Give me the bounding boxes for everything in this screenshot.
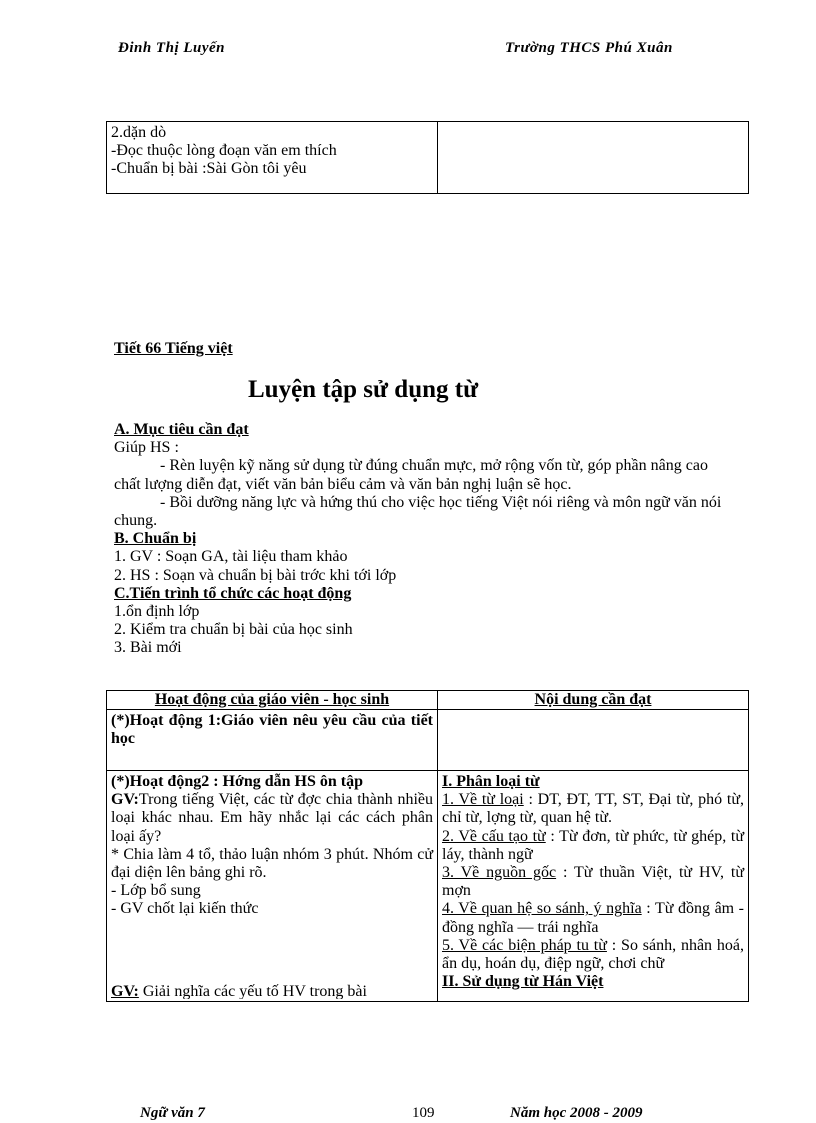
- section-a-p1: - Rèn luyện kỹ năng sử dụng từ đúng chuẩn mực, mở rộng vốn từ, góp phần nâng cao chất lượng diễn đạt, viết văn bản biểu cảm và văn bản nghị luận sẽ học.: [114, 457, 708, 493]
- top-table-right-cell: [438, 122, 749, 194]
- activity-2-note-1: * Chia làm 4 tổ, thảo luận nhóm 3 phút. Nhóm cử đại diện lên bảng ghi rõ.: [111, 845, 433, 882]
- activity-2-title: (*)Hoạt động2 : Hớng dẫn HS ôn tập: [111, 773, 364, 790]
- section-c-item-3: 3. Bài mới: [114, 639, 182, 657]
- r4-label: 4. Về quan hệ so sánh, ý nghĩa: [442, 900, 642, 918]
- col-header-content: Nội dung cần đạt: [438, 691, 749, 710]
- activity-2-note-2: - Lớp bổ sung: [111, 882, 201, 900]
- top-table-left-cell: [107, 122, 438, 194]
- r4-text: : Từ đồng âm - đồng nghĩa — trái nghĩa: [442, 900, 745, 936]
- section-c-item-1: 1.ổn định lớp: [114, 603, 200, 621]
- activity-2-gv2: [111, 983, 433, 999]
- section-a-intro: Giúp HS :: [114, 439, 179, 457]
- right-heading-1: I. Phân loại từ: [442, 773, 540, 790]
- r1-label: 1. Về từ loại: [442, 791, 524, 809]
- section-b-heading: B. Chuẩn bị: [114, 530, 197, 548]
- gv2-label: GV:: [111, 982, 139, 999]
- section-c-item-2: 2. Kiểm tra chuẩn bị bài của học sinh: [114, 621, 353, 639]
- top-line-1: 2.dặn dò: [111, 124, 167, 141]
- r3-label: 3. Về nguồn gốc: [442, 864, 557, 882]
- r2-text: : Từ đơn, từ phức, từ ghép, từ láy, thành ngữ: [442, 827, 745, 863]
- section-b-item-2: 2. HS : Soạn và chuẩn bị bài trớc khi tới lớp: [114, 566, 397, 584]
- r2-label: 2. Về cấu tạo từ: [442, 827, 546, 845]
- lesson-label: Tiết 66 Tiếng việt: [114, 340, 233, 357]
- activity-2-content-cell: [438, 771, 749, 1002]
- section-a-heading: A. Mục tiêu cần đạt: [114, 421, 249, 438]
- r3-text: : Từ thuần Việt, từ HV, từ mợn: [442, 864, 745, 900]
- activity-1-text: (*)Hoạt động 1:Giáo viên nêu yêu cầu của tiết học: [111, 712, 433, 748]
- header-author: Đinh Thị Luyến: [118, 40, 226, 56]
- activity-2-cell: [107, 771, 438, 1002]
- objectives-section: [114, 421, 724, 658]
- section-b-item-1: 1. GV : Soạn GA, tài liệu tham khảo: [114, 548, 348, 566]
- activity-1-cell: [107, 710, 438, 771]
- classification-2: [442, 828, 744, 864]
- top-table: [106, 121, 749, 194]
- r5-label: 5. Về các biện pháp tu từ: [442, 936, 607, 954]
- col-header-teacher-student: Hoạt động của giáo viên - học sinh: [107, 691, 438, 710]
- classification-5: [442, 937, 744, 973]
- top-line-3: -Chuẩn bị bài :Sài Gòn tôi yêu: [111, 160, 307, 177]
- r1-text: : DT, ĐT, TT, ST, Đại từ, phó từ, chỉ từ, lợng từ, quan hệ từ.: [442, 791, 744, 827]
- classification-4: [442, 900, 744, 936]
- header-school: Trường THCS Phú Xuân: [505, 40, 673, 56]
- footer-subject: Ngữ văn 7: [140, 1105, 205, 1121]
- activity-2-question: [111, 791, 433, 846]
- gv-text: Trong tiếng Việt, các từ đợc chia thành nhiều loại khác nhau. Em hãy nhắc lại các cách phân loại ấy?: [111, 791, 433, 845]
- r5-text: : So sánh, nhân hoá, ẩn dụ, hoán dụ, điệp ngữ, chơi chữ: [442, 936, 744, 973]
- gv-label: GV:: [111, 791, 139, 809]
- right-heading-2: II. Sử dụng từ Hán Việt: [442, 973, 604, 991]
- section-a-p2: - Bồi dưỡng năng lực và hứng thú cho việc học tiếng Việt nói riêng và môn ngữ văn nói chung.: [114, 493, 722, 530]
- footer-page-number: 109: [412, 1105, 435, 1121]
- classification-1: [442, 791, 744, 827]
- page-title: Luyện tập sử dụng từ: [248, 376, 479, 403]
- classification-3: [442, 864, 744, 900]
- section-c-heading: C.Tiến trình tổ chức các hoạt động: [114, 584, 352, 602]
- footer-school-year: Năm học 2008 - 2009: [510, 1105, 643, 1121]
- gv2-text: Giải nghĩa các yếu tố HV trong bài: [142, 982, 367, 999]
- top-line-2: -Đọc thuộc lòng đoạn văn em thích: [111, 142, 337, 159]
- activity-1-content-cell: [438, 710, 749, 771]
- activity-table: [106, 690, 749, 1002]
- activity-2-note-3: - GV chốt lại kiến thức: [111, 900, 259, 918]
